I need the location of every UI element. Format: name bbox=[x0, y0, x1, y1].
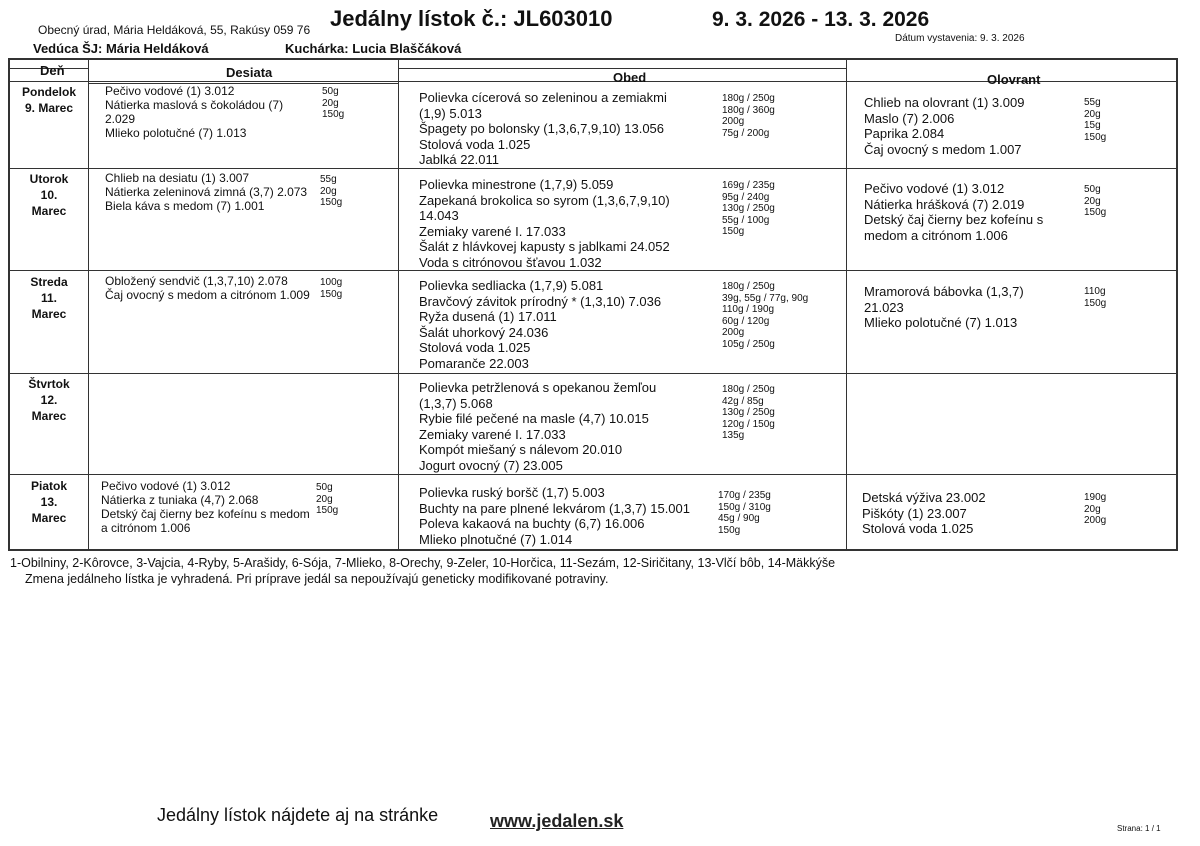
afternoon-items: Mramorová bábovka (1,3,7) 21.023 Mlieko polotučné (7) 1.013 bbox=[864, 284, 1024, 330]
allergen-legend: 1-Obilniny, 2-Kôrovce, 3-Vajcia, 4-Ryby, 5-Arašidy, 6-Sója, 7-Mlieko, 8-Orechy, 9-Zeler, 10-Horčica, 11-Sezám, 12-Siričitany, 13-Vlčí bôb, 14-Mäkkýše bbox=[10, 556, 836, 570]
lunch-items: Polievka sedliacka (1,7,9) 5.081 Bravčový závitok prírodný * (1,3,10) 7.036 Ryža dusená (1) 17.011 Šalát uhorkový 24.036 Stolová voda 1.025 Pomaranče 22.003 bbox=[419, 278, 662, 371]
column-lunch: Obed bbox=[613, 70, 647, 85]
lunch-quantities: 180g / 250g 180g / 360g 200g 75g / 200g bbox=[722, 93, 775, 139]
date-range: 9. 3. 2026 - 13. 3. 2026 bbox=[712, 8, 930, 31]
day-name: Streda 11. Marec bbox=[30, 275, 68, 321]
afternoon-quantities: 190g 20g 200g bbox=[1084, 492, 1107, 526]
afternoon-quantities: 55g 20g 15g 150g bbox=[1084, 97, 1107, 143]
afternoon-items: Pečivo vodové (1) 3.012 Nátierka hrášková (7) 2.019 Detský čaj čierny bez kofeínu s medom a citrónom 1.006 bbox=[864, 181, 1044, 243]
lunch-quantities: 180g / 250g 39g, 55g / 77g, 90g 110g / 190g 60g / 120g 200g 105g / 250g bbox=[722, 281, 809, 350]
day-name: Utorok 10. Marec bbox=[29, 172, 69, 218]
day-name: Štvrtok 12. Marec bbox=[28, 377, 70, 423]
day-name: Piatok 13. Marec bbox=[30, 479, 67, 525]
snack-items: Obložený sendvič (1,3,7,10) 2.078 Čaj ovocný s medom a citrónom 1.009 bbox=[105, 274, 310, 302]
website-link[interactable]: www.jedalen.sk bbox=[490, 811, 624, 831]
footer-text: Jedálny lístok nájdete aj na stránke bbox=[157, 805, 439, 825]
snack-items: Chlieb na desiatu (1) 3.007 Nátierka zeleninová zimná (3,7) 2.073 Biela káva s medom (7) 1.001 bbox=[105, 171, 308, 213]
issue-date: Dátum vystavenia: 9. 3. 2026 bbox=[895, 33, 1025, 44]
snack-quantities: 50g 20g 150g bbox=[322, 86, 345, 120]
disclaimer-note: Zmena jedálneho lístka je vyhradená. Pri príprave jedál sa nepoužívajú geneticky modifikované potraviny. bbox=[25, 572, 609, 586]
snack-quantities: 100g 150g bbox=[320, 277, 343, 300]
snack-quantities: 55g 20g 150g bbox=[320, 174, 343, 208]
lunch-quantities: 169g / 235g 95g / 240g 130g / 250g 55g / 100g 150g bbox=[722, 180, 775, 237]
menu-table bbox=[8, 58, 1178, 551]
snack-quantities: 50g 20g 150g bbox=[316, 482, 339, 516]
snack-items: Pečivo vodové (1) 3.012 Nátierka maslová s čokoládou (7) 2.029 Mlieko polotučné (7) 1.013 bbox=[105, 84, 284, 140]
organization: Obecný úrad, Mária Heldáková, 55, Rakúsy 059 76 bbox=[38, 23, 311, 37]
afternoon-quantities: 50g 20g 150g bbox=[1084, 184, 1107, 218]
cook: Kuchárka: Lucia Blaščáková bbox=[285, 41, 462, 56]
afternoon-items: Chlieb na olovrant (1) 3.009 Maslo (7) 2.006 Paprika 2.084 Čaj ovocný s medom 1.007 bbox=[864, 95, 1025, 157]
head-of-canteen: Vedúca ŠJ: Mária Heldáková bbox=[33, 41, 209, 56]
snack-items: Pečivo vodové (1) 3.012 Nátierka z tuniaka (4,7) 2.068 Detský čaj čierny bez kofeínu s medom a citrónom 1.006 bbox=[101, 479, 310, 535]
lunch-quantities: 180g / 250g 42g / 85g 130g / 250g 120g / 150g 135g bbox=[722, 384, 775, 441]
afternoon-quantities: 110g 150g bbox=[1084, 286, 1107, 309]
lunch-items: Polievka cícerová so zeleninou a zemiakmi (1,9) 5.013 Špagety po bolonsky (1,3,6,7,9,10) 13.056 Stolová voda 1.025 Jablká 22.011 bbox=[419, 90, 667, 167]
afternoon-items: Detská výživa 23.002 Piškóty (1) 23.007 Stolová voda 1.025 bbox=[862, 490, 986, 536]
lunch-items: Polievka ruský boršč (1,7) 5.003 Buchty na pare plnené lekvárom (1,3,7) 15.001 Poleva kakaová na buchty (6,7) 16.006 Mlieko plnotučné (7) 1.014 bbox=[419, 485, 691, 547]
day-name: Pondelok 9. Marec bbox=[21, 85, 76, 115]
lunch-items: Polievka petržlenová s opekanou žemľou (1,3,7) 5.068 Rybie filé pečené na masle (4,7) 10.015 Zemiaky varené I. 17.033 Kompót miešaný s nálevom 20.010 Jogurt ovocný (7) 23.005 bbox=[419, 380, 657, 473]
lunch-quantities: 170g / 235g 150g / 310g 45g / 90g 150g bbox=[718, 490, 771, 536]
column-snack: Desiata bbox=[226, 65, 273, 80]
column-afternoon: Olovrant bbox=[987, 72, 1041, 87]
page-title: Jedálny lístok č.: JL603010 bbox=[330, 6, 613, 31]
page-number: Strana: 1 / 1 bbox=[1117, 824, 1161, 833]
lunch-items: Polievka minestrone (1,7,9) 5.059 Zapekaná brokolica so syrom (1,3,6,7,9,10) 14.043 Zemiaky varené I. 17.033 Šalát z hlávkovej kapusty s jablkami 24.052 Voda s citrónovou šťavou 1.032 bbox=[419, 177, 670, 270]
column-day: Deň bbox=[40, 63, 65, 78]
